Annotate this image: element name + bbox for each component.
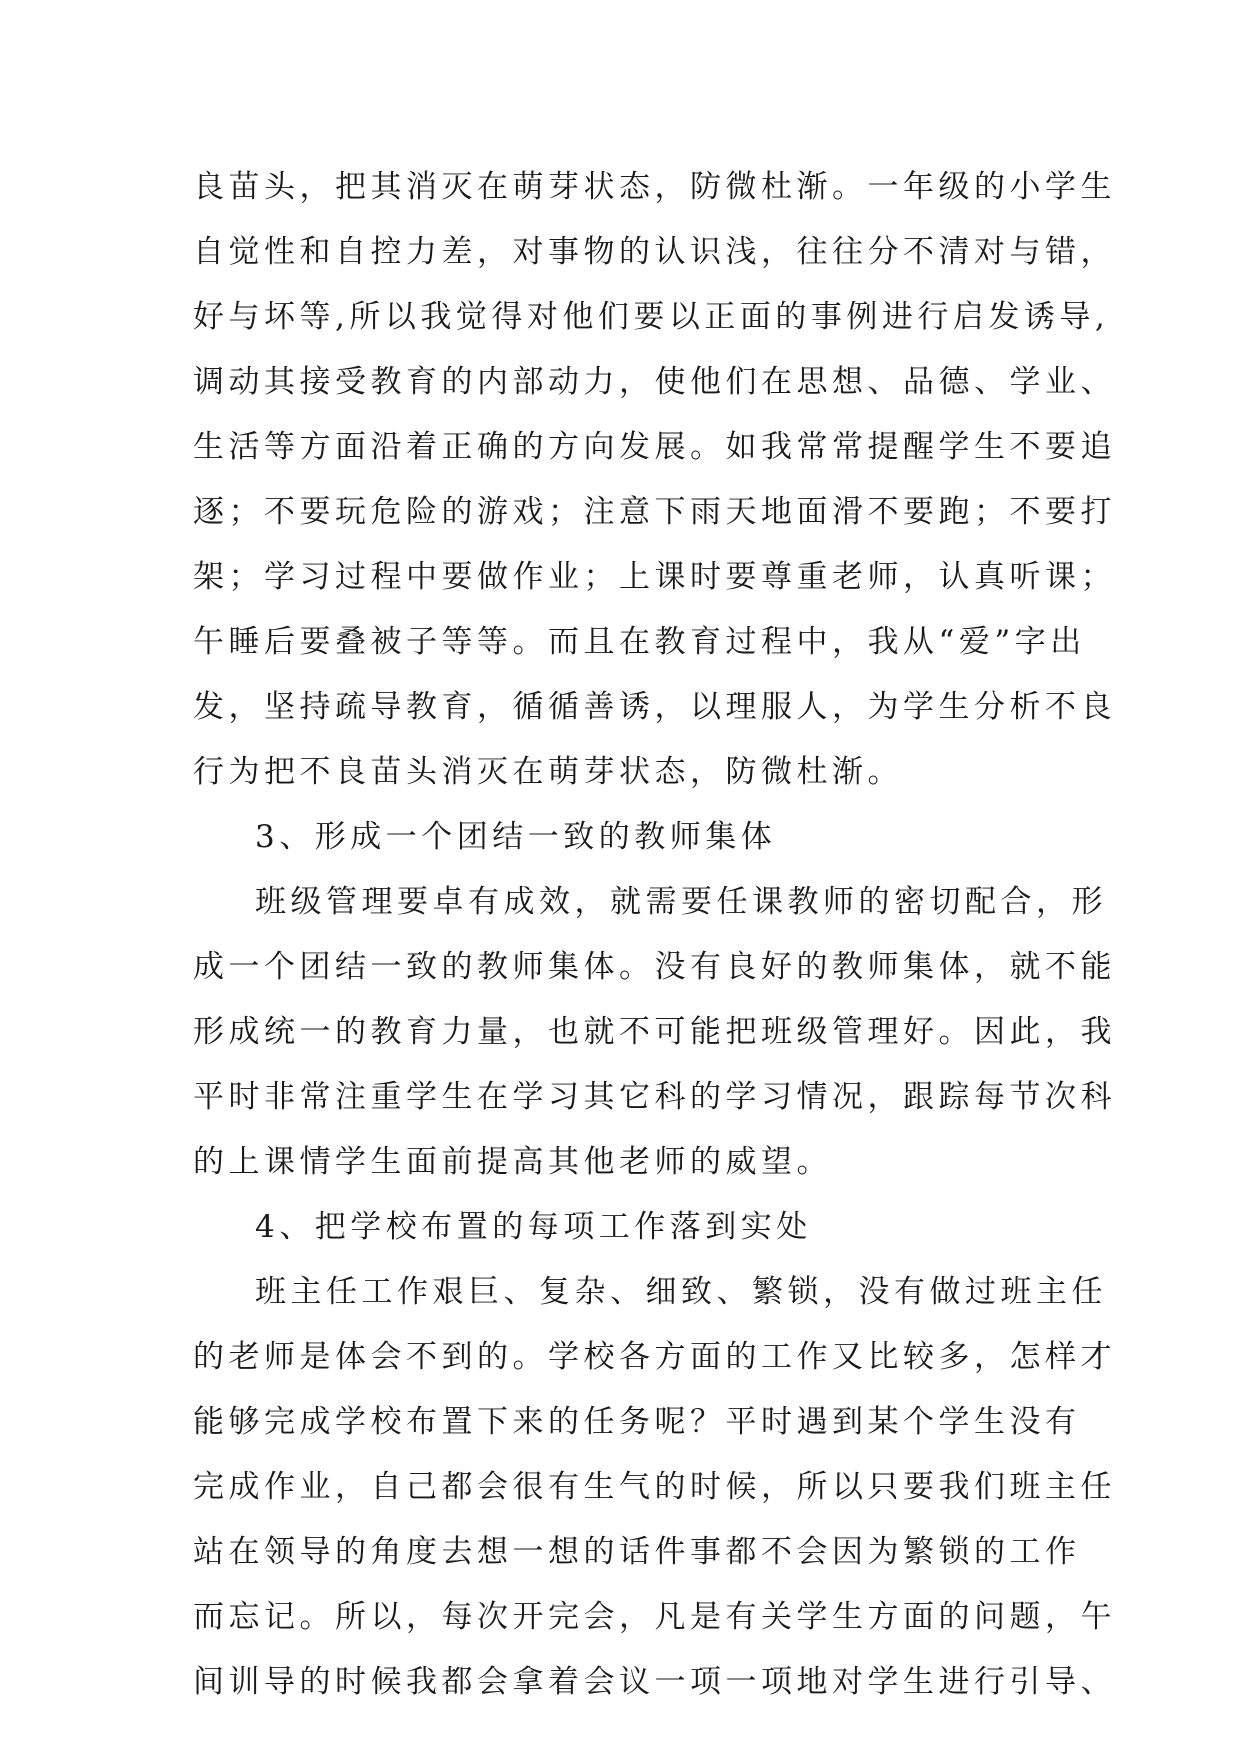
body-line: 自觉性和自控力差，对事物的认识浅，往往分不清对与错，	[193, 234, 1116, 270]
body-line: 好与坏等,所以我觉得对他们要以正面的事例进行启发诱导,	[193, 299, 1110, 335]
body-line: 的老师是体会不到的。学校各方面的工作又比较多，怎样才	[193, 1339, 1116, 1375]
body-line: 生活等方面沿着正确的方向发展。如我常常提醒学生不要追	[193, 429, 1116, 465]
body-line: 的上课情学生面前提高其他老师的威望。	[193, 1144, 832, 1180]
section-heading: 3、形成一个团结一致的教师集体	[255, 819, 777, 855]
body-line: 行为把不良苗头消灭在萌芽状态，防微杜渐。	[193, 754, 903, 790]
paragraph-first-line: 班主任工作艰巨、复杂、细致、繁锁，没有做过班主任	[255, 1274, 1107, 1310]
body-line: 良苗头，把其消灭在萌芽状态，防微杜渐。一年级的小学生	[193, 169, 1116, 205]
body-line: 架；学习过程中要做作业；上课时要尊重老师，认真听课；	[193, 559, 1116, 595]
body-line: 间训导的时候我都会拿着会议一项一项地对学生进行引导、	[193, 1664, 1116, 1700]
document-body	[193, 155, 1116, 1715]
body-line: 能够完成学校布置下来的任务呢？平时遇到某个学生没有	[193, 1404, 1081, 1440]
section-heading: 4、把学校布置的每项工作落到实处	[255, 1209, 812, 1245]
body-line: 逐；不要玩危险的游戏；注意下雨天地面滑不要跑；不要打	[193, 494, 1116, 530]
body-line: 而忘记。所以，每次开完会，凡是有关学生方面的问题，午	[193, 1599, 1116, 1635]
body-line: 站在领导的角度去想一想的话件事都不会因为繁锁的工作	[193, 1534, 1081, 1570]
body-line: 调动其接受教育的内部动力，使他们在思想、品德、学业、	[193, 364, 1116, 400]
body-line: 形成统一的教育力量，也就不可能把班级管理好。因此，我	[193, 1014, 1116, 1050]
body-line: 午睡后要叠被子等等。而且在教育过程中，我从“爱”字出	[193, 624, 1086, 660]
paragraph-first-line: 班级管理要卓有成效，就需要任课教师的密切配合，形	[255, 884, 1107, 920]
body-line: 完成作业，自己都会很有生气的时候，所以只要我们班主任	[193, 1469, 1116, 1505]
body-line: 平时非常注重学生在学习其它科的学习情况，跟踪每节次科	[193, 1079, 1116, 1115]
body-line: 发，坚持疏导教育，循循善诱，以理服人，为学生分析不良	[193, 689, 1116, 725]
body-line: 成一个团结一致的教师集体。没有良好的教师集体，就不能	[193, 949, 1116, 985]
